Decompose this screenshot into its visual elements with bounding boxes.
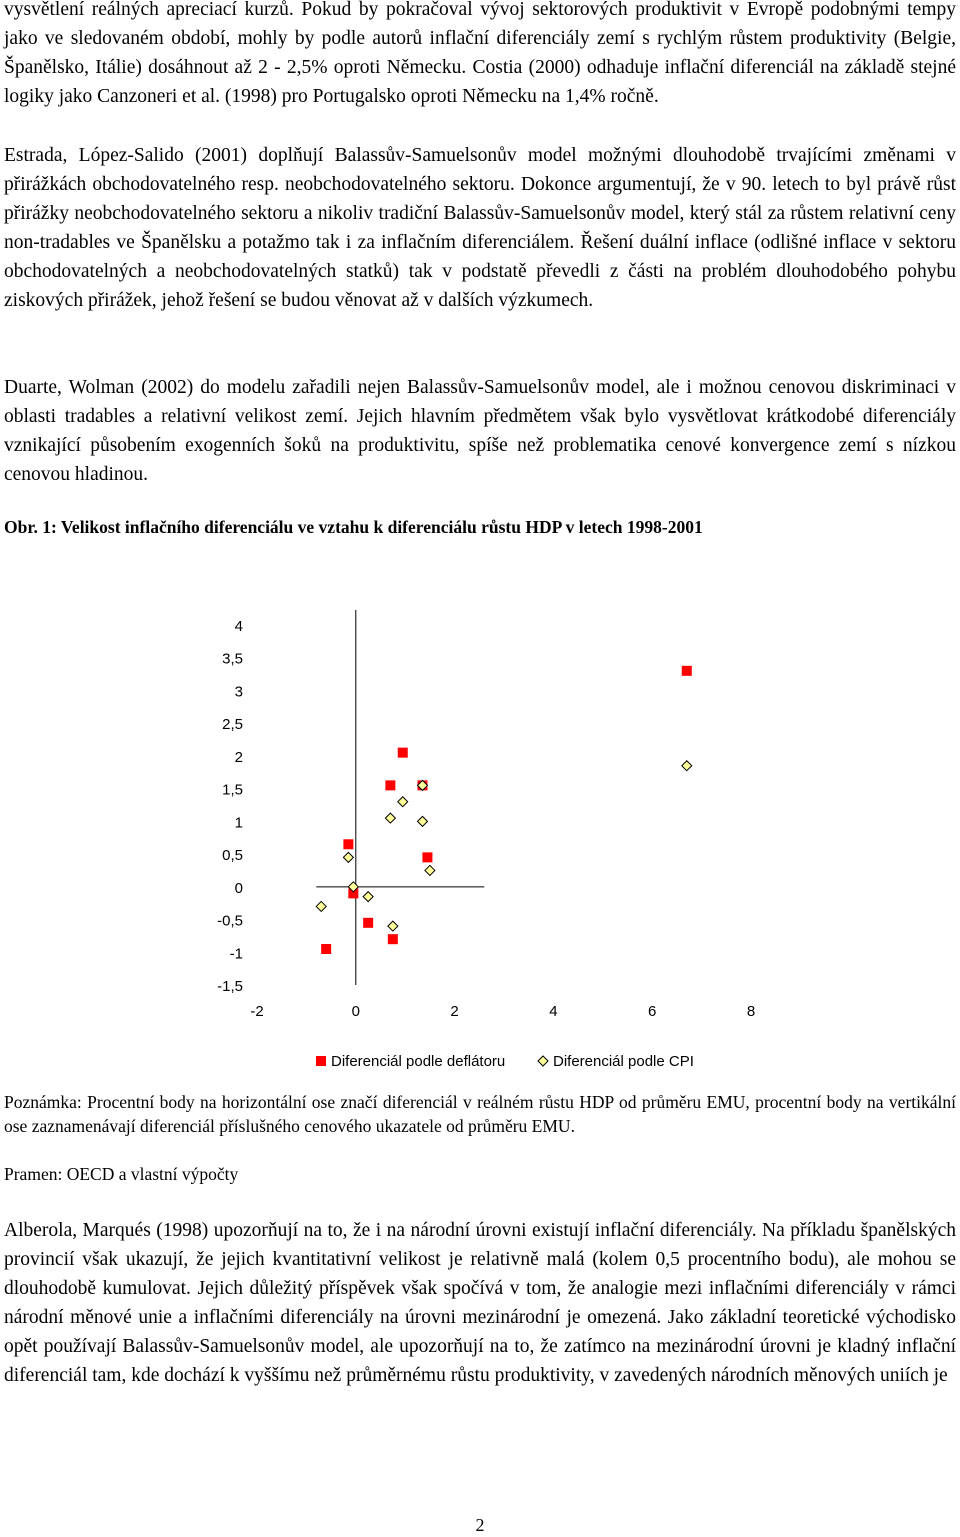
- y-tick-label: 4: [234, 618, 243, 635]
- cpi-point: [316, 901, 326, 911]
- chart-axes: [316, 610, 484, 985]
- chart-series: [316, 666, 692, 954]
- cpi-point: [385, 813, 395, 823]
- x-tick-label: 0: [351, 1003, 360, 1020]
- y-tick-label: 1: [234, 814, 243, 832]
- deflator-point: [422, 852, 432, 862]
- cpi-point: [417, 816, 427, 826]
- cpi-point: [363, 892, 373, 902]
- deflator-point: [321, 944, 331, 954]
- cpi-point: [343, 852, 353, 862]
- x-tick-label: 2: [450, 1003, 459, 1020]
- x-tick-label: -2: [250, 1003, 264, 1020]
- deflator-point: [343, 839, 353, 849]
- x-tick-label: 8: [746, 1003, 756, 1020]
- y-tick-label: 0: [234, 879, 243, 897]
- y-tick-label: 2: [234, 748, 243, 766]
- deflator-point: [388, 934, 398, 944]
- scatter-chart: [0, 600, 960, 1080]
- series-cpi: [316, 761, 692, 931]
- x-tick-label: 4: [549, 1003, 558, 1020]
- cpi-point: [425, 865, 435, 875]
- figure-source: Pramen: OECD a vlastní výpočty: [4, 1164, 239, 1184]
- y-tick-label: 3,5: [222, 650, 243, 668]
- y-tick-label: 0,5: [222, 847, 243, 865]
- legend-cpi-label: Diferenciál podle CPI: [553, 1053, 694, 1070]
- y-tick-label: -0,5: [217, 912, 243, 930]
- cpi-point: [682, 761, 692, 771]
- paragraph-alberola: Alberola, Marqués (1998) upozorňují na to, že i na národní úrovni existují inflační diferenciály. Na příkladu španělských provincií však ukazují, že jejich kvantitativní velikost je relativně malá (kolem 0,5 procentního bodu), ale mohou se dlouhodobě kumulovat. Jejich důležitý příspěvek však spočívá v tom, že analogie mezi inflačními diferenciály v rámci národní měnové unie a inflačními diferenciály na úrovni mezinárodní je omezená. Jako základní teoretické východisko opět používají Balassův-Samuelsonův model, ale upozorňují na to, že zatímco na mezinárodní úrovni je kladný inflační diferenciál tam, kde dochází k vyššímu než průměrnému růstu produktivity, v zavedených národních měnových uniích je: [4, 1220, 956, 1386]
- legend-cpi-marker: [538, 1056, 548, 1066]
- legend-deflator-label: Diferenciál podle deflátoru: [331, 1053, 506, 1070]
- deflator-point: [398, 748, 408, 758]
- chart-tick-labels: [217, 618, 755, 1020]
- y-tick-label: -1,5: [217, 978, 243, 995]
- cpi-point: [388, 921, 398, 931]
- series-deflator: [321, 666, 692, 954]
- cpi-point: [398, 797, 408, 807]
- chart-legend: [316, 1053, 694, 1070]
- deflator-point: [363, 918, 373, 928]
- figure-caption: Obr. 1: Velikost inflačního diferenciálu ve vztahu k diferenciálu růstu HDP v letech 1998-2001: [4, 517, 703, 537]
- deflator-point: [385, 780, 395, 790]
- page-number: 2: [475, 1515, 485, 1535]
- y-tick-label: 2,5: [222, 716, 243, 734]
- paragraph-apreciace: vysvětlení reálných apreciací kurzů. Pokud by pokračoval vývoj sektorových produktivit v Evropě podobnými tempy jako ve sledovaném období, mohly by podle autorů inflační diferenciály zemí s rychlým růstem produktivity (Belgie, Španělsko, Itálie) dosáhnout až 2 - 2,5% oproti Německu. Costia (2000) odhaduje inflační diferenciál na základě stejné logiky jako Canzoneri et al. (1998) pro Portugalsko oproti Německu na 1,4% ročně.: [4, 0, 956, 107]
- y-tick-label: -1: [229, 945, 243, 963]
- y-tick-label: 3: [234, 683, 243, 701]
- deflator-point: [682, 666, 692, 676]
- paragraph-duarte: Duarte, Wolman (2002) do modelu zařadili nejen Balassův-Samuelsonův model, ale i možnou cenovou diskriminaci v oblasti tradables a relativní velikost zemí. Jejich hlavním předmětem však bylo vysvětlovat krátkodobé diferenciály vznikající působením exogenních šoků na produktivitu, spíše než problematika cenové konvergence zemí s nízkou cenovou hladinou.: [4, 377, 956, 485]
- y-tick-label: 1,5: [222, 781, 243, 799]
- paragraph-estrada: Estrada, López-Salido (2001) doplňují Balassův-Samuelsonův model možnými dlouhodobě trvajícími změnami v přirážkách obchodovatelného resp. neobchodovatelného sektoru. Dokonce argumentují, že v 90. letech to byl právě růst přirážky neobchodovatelného sektoru a nikoliv tradiční Balassův-Samuelsonův model, který stál za růstem relativní ceny non-tradables ve Španělsku a potažmo tak i za inflačním diferenciálem. Řešení duální inflace (odlišné inflace v sektoru obchodovatelných a neobchodovatelných statků) tak v podstatě převedli z části na problém dlouhodobého pohybu ziskových přirážek, jehož řešení se budou věnovat až v dalších výzkumech.: [4, 145, 956, 311]
- figure-note: Poznámka: Procentní body na horizontální ose značí diferenciál v reálném růstu HDP od průměru EMU, procentní body na vertikální ose zaznamenávají diferenciál příslušného cenového ukazatele od průměru EMU.: [4, 1092, 956, 1136]
- x-tick-label: 6: [648, 1003, 657, 1020]
- legend-deflator-marker: [316, 1056, 326, 1066]
